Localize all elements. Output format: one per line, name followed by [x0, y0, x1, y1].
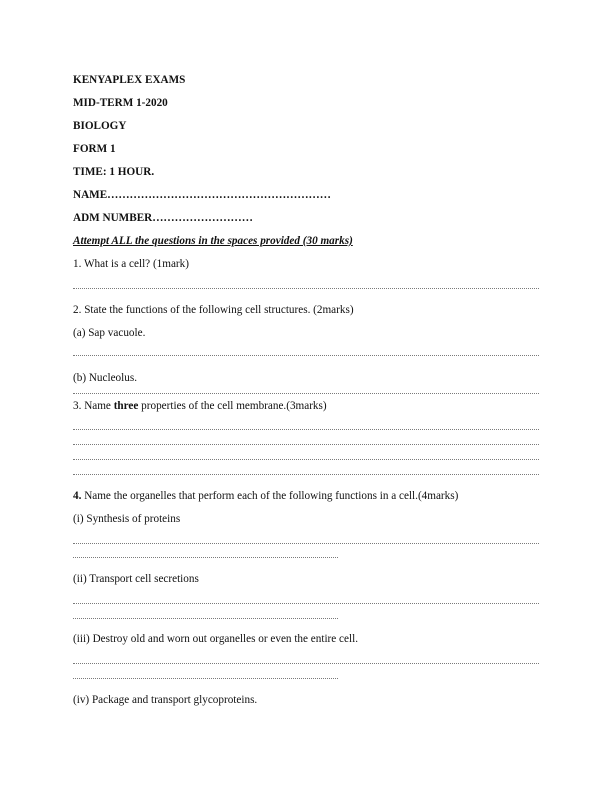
answer-line[interactable]: [73, 543, 539, 544]
answer-line[interactable]: [73, 355, 539, 356]
answer-line[interactable]: [73, 474, 539, 475]
question-2b: (b) Nucleolus.: [73, 372, 138, 384]
question-4: [73, 489, 458, 503]
question-3-prefix: 3. Name: [73, 400, 114, 412]
question-3-emphasis: three: [113, 400, 139, 412]
question-2a: (a) Sap vacuole.: [73, 327, 146, 339]
instructions: Attempt ALL the questions in the spaces provided (30 marks): [73, 235, 353, 247]
question-4-text: Name the organelles that perform each of the following functions in a cell.(4marks): [81, 490, 459, 502]
question-3-suffix: properties of the cell membrane.(3marks): [138, 400, 327, 412]
question-4iii: (iii) Destroy old and worn out organelles or even the entire cell.: [73, 633, 358, 645]
time-label: TIME: 1 HOUR.: [73, 166, 155, 178]
question-4iv: (iv) Package and transport glycoproteins.: [73, 694, 258, 706]
question-4ii: (ii) Transport cell secretions: [73, 573, 199, 585]
answer-line[interactable]: [73, 444, 539, 445]
form-title: FORM 1: [73, 143, 116, 155]
answer-line[interactable]: [73, 678, 338, 679]
answer-line[interactable]: [73, 393, 539, 394]
question-3: [73, 399, 327, 413]
question-4i: (i) Synthesis of proteins: [73, 513, 181, 525]
question-4-number: 4.: [73, 490, 82, 502]
adm-number-field[interactable]: ADM NUMBER………………………: [73, 212, 253, 224]
answer-line[interactable]: [73, 663, 539, 664]
answer-line[interactable]: [73, 429, 539, 430]
answer-line[interactable]: [73, 618, 338, 619]
answer-line[interactable]: [73, 459, 539, 460]
subject-title: BIOLOGY: [73, 120, 127, 132]
question-1: 1. What is a cell? (1mark): [73, 258, 189, 270]
answer-line[interactable]: [73, 603, 539, 604]
answer-line[interactable]: [73, 288, 539, 289]
name-field[interactable]: NAME……………………………………………………: [73, 189, 331, 201]
exam-title: MID-TERM 1-2020: [73, 97, 168, 109]
question-2: 2. State the functions of the following cell structures. (2marks): [73, 304, 354, 316]
answer-line[interactable]: [73, 557, 338, 558]
school-title: KENYAPLEX EXAMS: [73, 74, 186, 86]
